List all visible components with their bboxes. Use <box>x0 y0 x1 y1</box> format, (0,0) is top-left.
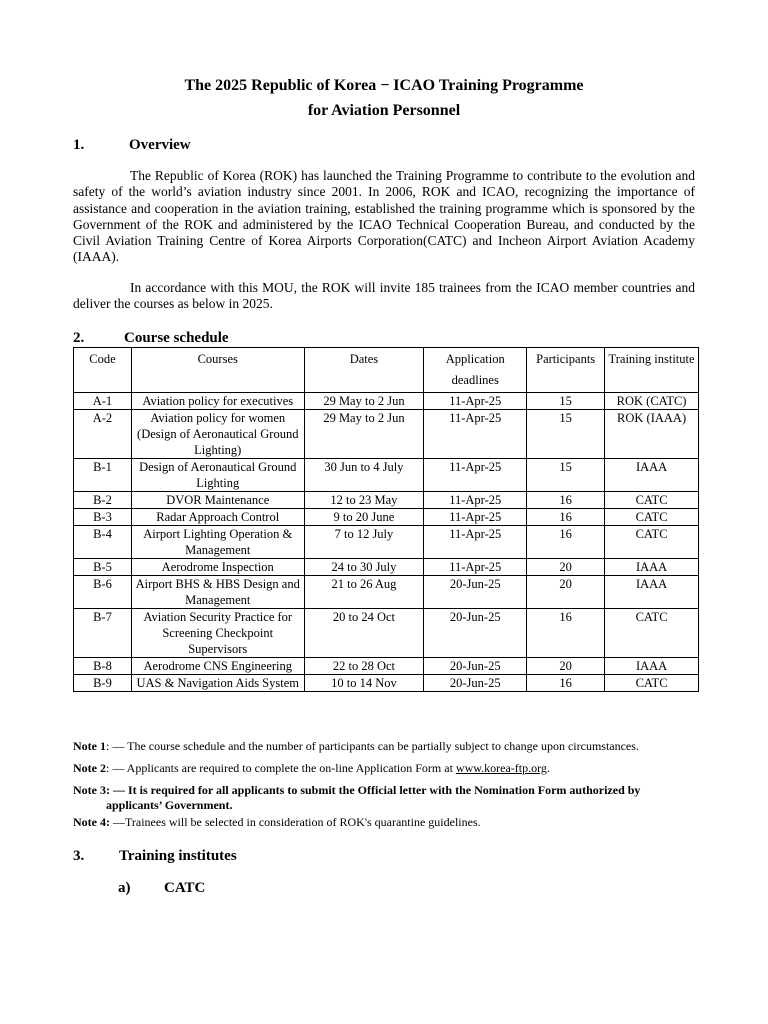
cell-institute: IAAA <box>605 459 699 492</box>
cell-dates: 21 to 26 Aug <box>304 576 424 609</box>
cell-institute: IAAA <box>605 576 699 609</box>
cell-course: UAS & Navigation Aids System <box>131 675 304 692</box>
cell-dates: 10 to 14 Nov <box>304 675 424 692</box>
cell-dates: 29 May to 2 Jun <box>304 393 424 410</box>
cell-deadline: 11-Apr-25 <box>424 410 527 459</box>
cell-institute: IAAA <box>605 559 699 576</box>
note-2-label: Note 2 <box>73 761 106 775</box>
cell-code: B-6 <box>74 576 132 609</box>
note-3 <box>73 783 640 797</box>
cell-course: Radar Approach Control <box>131 509 304 526</box>
cell-participants: 15 <box>527 393 605 410</box>
cell-course: Airport Lighting Operation & Management <box>131 526 304 559</box>
cell-institute: CATC <box>605 492 699 509</box>
note-3-text: — It is required for all applicants to submit the Official letter with the Nomination Form authorized by <box>109 783 641 797</box>
cell-deadline: 20-Jun-25 <box>424 576 527 609</box>
cell-code: B-5 <box>74 559 132 576</box>
table-row <box>74 658 699 675</box>
section-1-title: Overview <box>129 137 191 153</box>
section-3a-title: CATC <box>164 880 206 896</box>
cell-deadline: 11-Apr-25 <box>424 393 527 410</box>
overview-paragraph-1: The Republic of Korea (ROK) has launched the Training Programme to contribute to the evolution and safety of the world’s aviation industry since 2001. In 2006, ROK and ICAO, recognizing the importance of assistance and cooperation in the aviation training, established the training programme which is sponsored by the Government of the ROK and administered by the ICAO Technical Cooperation Bureau, and conducted by the Civil Aviation Training Centre of Korea Airports Corporation(CATC) and Incheon Airport Aviation Academy (IAAA). <box>73 168 695 265</box>
table-header-row <box>74 348 699 393</box>
cell-institute: CATC <box>605 675 699 692</box>
cell-deadline: 11-Apr-25 <box>424 459 527 492</box>
cell-dates: 9 to 20 June <box>304 509 424 526</box>
section-2-title: Course schedule <box>124 330 229 346</box>
section-3-title: Training institutes <box>119 848 237 864</box>
cell-participants: 16 <box>527 492 605 509</box>
cell-participants: 20 <box>527 576 605 609</box>
cell-institute: CATC <box>605 509 699 526</box>
cell-dates: 29 May to 2 Jun <box>304 410 424 459</box>
cell-course: DVOR Maintenance <box>131 492 304 509</box>
cell-participants: 16 <box>527 675 605 692</box>
cell-code: B-4 <box>74 526 132 559</box>
cell-deadline: 11-Apr-25 <box>424 526 527 559</box>
cell-course: Aerodrome CNS Engineering <box>131 658 304 675</box>
cell-code: B-3 <box>74 509 132 526</box>
cell-deadline: 11-Apr-25 <box>424 559 527 576</box>
cell-institute: IAAA <box>605 658 699 675</box>
note-1-text: : — The course schedule and the number of participants can be partially subject to change upon circumstances. <box>106 739 639 753</box>
cell-deadline: 11-Apr-25 <box>424 509 527 526</box>
cell-course: Design of Aeronautical Ground Lighting <box>131 459 304 492</box>
cell-deadline: 20-Jun-25 <box>424 675 527 692</box>
cell-course: Aerodrome Inspection <box>131 559 304 576</box>
course-schedule-table <box>73 347 699 692</box>
section-3-number: 3. <box>73 848 85 864</box>
table-row <box>74 492 699 509</box>
table-row <box>74 609 699 658</box>
table-row <box>74 576 699 609</box>
cell-participants: 20 <box>527 658 605 675</box>
table-row <box>74 675 699 692</box>
cell-course: Airport BHS & HBS Design and Management <box>131 576 304 609</box>
cell-participants: 16 <box>527 509 605 526</box>
table-row <box>74 410 699 459</box>
cell-participants: 15 <box>527 410 605 459</box>
cell-dates: 22 to 28 Oct <box>304 658 424 675</box>
cell-code: B-2 <box>74 492 132 509</box>
cell-course: Aviation policy for women (Design of Aeronautical Ground Lighting) <box>131 410 304 459</box>
cell-participants: 16 <box>527 526 605 559</box>
header-code: Code <box>74 348 132 393</box>
cell-dates: 20 to 24 Oct <box>304 609 424 658</box>
note-1-label: Note 1 <box>73 739 106 753</box>
header-training-institute: Training institute <box>605 348 699 393</box>
cell-course: Aviation Security Practice for Screening Checkpoint Supervisors <box>131 609 304 658</box>
cell-participants: 20 <box>527 559 605 576</box>
note-4-text: —Trainees will be selected in consideration of ROK's quarantine guidelines. <box>109 815 481 829</box>
cell-institute: ROK (CATC) <box>605 393 699 410</box>
cell-code: B-9 <box>74 675 132 692</box>
cell-participants: 15 <box>527 459 605 492</box>
header-application-deadlines: Application deadlines <box>424 348 527 393</box>
table-row <box>74 526 699 559</box>
section-1-number: 1. <box>73 137 85 153</box>
note-2-end: . <box>546 761 550 775</box>
header-courses: Courses <box>131 348 304 393</box>
cell-participants: 16 <box>527 609 605 658</box>
cell-code: A-2 <box>74 410 132 459</box>
document-title-line-2: for Aviation Personnel <box>307 102 461 119</box>
note-2 <box>73 761 550 775</box>
cell-code: B-1 <box>74 459 132 492</box>
header-participants: Participants <box>527 348 605 393</box>
cell-course: Aviation policy for executives <box>131 393 304 410</box>
cell-code: B-7 <box>74 609 132 658</box>
cell-institute: ROK (IAAA) <box>605 410 699 459</box>
section-2-number: 2. <box>73 330 85 346</box>
cell-institute: CATC <box>605 526 699 559</box>
cell-dates: 12 to 23 May <box>304 492 424 509</box>
table-body <box>74 393 699 692</box>
note-1 <box>73 739 639 753</box>
section-3a-number: a) <box>118 880 131 896</box>
note-4 <box>73 815 481 829</box>
cell-dates: 24 to 30 July <box>304 559 424 576</box>
overview-paragraph-2: In accordance with this MOU, the ROK will invite 185 trainees from the ICAO member countries and deliver the courses as below in 2025. <box>73 280 695 312</box>
cell-code: A-1 <box>74 393 132 410</box>
cell-deadline: 20-Jun-25 <box>424 609 527 658</box>
cell-institute: CATC <box>605 609 699 658</box>
table-row <box>74 393 699 410</box>
cell-deadline: 20-Jun-25 <box>424 658 527 675</box>
cell-deadline: 11-Apr-25 <box>424 492 527 509</box>
cell-dates: 30 Jun to 4 July <box>304 459 424 492</box>
note-3-continuation: applicants’ Government. <box>106 798 233 812</box>
table-row <box>74 559 699 576</box>
application-form-link[interactable]: www.korea-ftp.org <box>455 761 547 775</box>
document-title-line-1: The 2025 Republic of Korea − ICAO Training Programme <box>184 77 584 94</box>
cell-dates: 7 to 12 July <box>304 526 424 559</box>
cell-code: B-8 <box>74 658 132 675</box>
header-dates: Dates <box>304 348 424 393</box>
note-4-label: Note 4: <box>73 815 110 829</box>
note-3-label: Note 3: <box>73 783 110 797</box>
table-row <box>74 459 699 492</box>
note-2-text: : — Applicants are required to complete the on-line Application Form at <box>106 761 456 775</box>
table-row <box>74 509 699 526</box>
